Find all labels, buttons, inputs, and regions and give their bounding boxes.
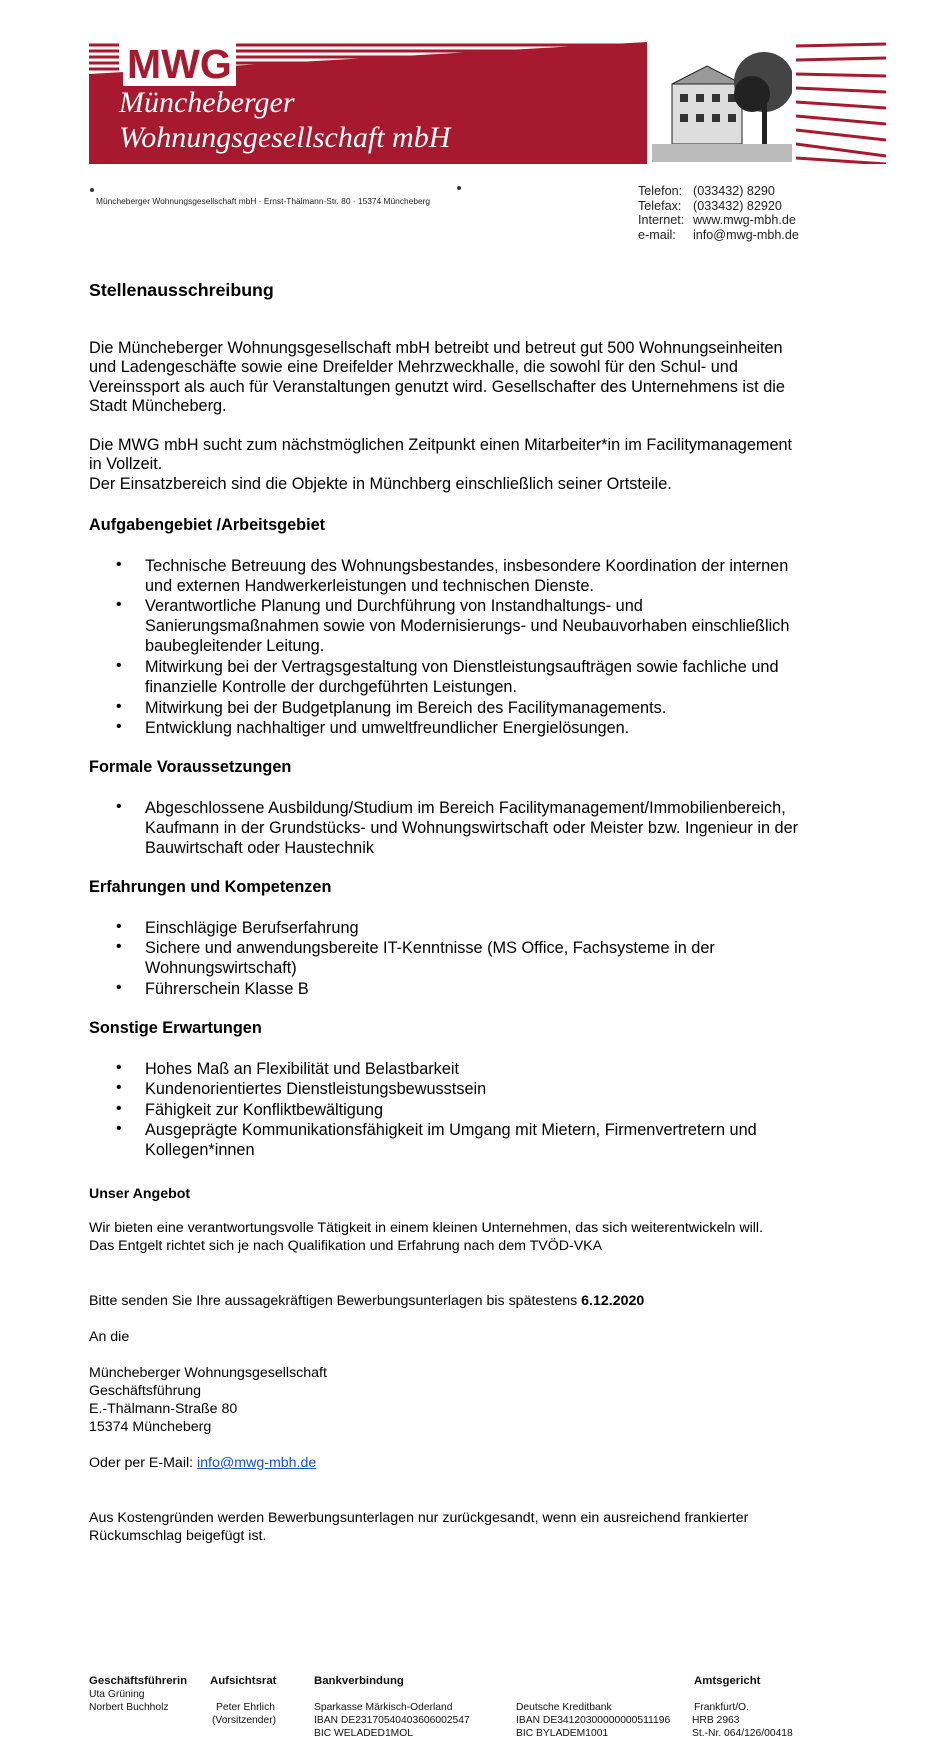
list-item: Mitwirkung bei der Vertragsgestaltung von Dienstleistungsaufträgen sowie fachliche und xyxy=(145,658,779,676)
section-heading-requirements: Formale Voraussetzungen xyxy=(89,758,292,776)
contact-web: Internet: www.mwg-mbh.de xyxy=(638,213,796,228)
section-heading-offer: Unser Angebot xyxy=(89,1186,191,1202)
footer-ceo-name: Uta Grüning xyxy=(89,1689,145,1700)
contact-email: e-mail: info@mwg-mbh.de xyxy=(638,227,799,242)
list-item: Sichere und anwendungsbereite IT-Kenntnisse (MS Office, Fachsysteme in der xyxy=(145,939,715,957)
list-item-cont: Sanierungsmaßnahmen sowie von Modernisierungs- und Neubauvorhaben einschließlich xyxy=(145,617,790,635)
bullet: • xyxy=(116,979,122,996)
footer-tax-number: St.-Nr. 064/126/00418 xyxy=(692,1728,793,1739)
list-item: Verantwortliche Planung und Durchführung von Instandhaltungs- und xyxy=(145,597,643,615)
bullet: • xyxy=(116,918,122,935)
footer-ceo-heading: Geschäftsführerin xyxy=(89,1675,188,1687)
fold-mark xyxy=(457,186,461,190)
bullet: • xyxy=(116,1100,122,1117)
address-line: Müncheberger Wohnungsgesellschaft xyxy=(89,1365,327,1381)
logo-right-stripes xyxy=(796,42,886,164)
bullet: • xyxy=(116,1079,122,1096)
offer-line: Das Entgelt richtet sich je nach Qualifikation und Erfahrung nach dem TVÖD-VKA xyxy=(89,1238,603,1254)
search-line: in Vollzeit. xyxy=(89,455,163,473)
list-item: Führerschein Klasse B xyxy=(145,980,309,998)
bullet: • xyxy=(116,798,122,815)
intro-line: Vereinssport als auch für Veranstaltungen genutzt wird. Gesellschafter des Unternehmens ist die xyxy=(89,378,785,396)
list-item-cont: Kollegen*innen xyxy=(145,1141,255,1159)
logo-line-2: Wohnungsgesellschaft mbH xyxy=(119,121,451,154)
sender-address-line: Müncheberger Wohnungsgesellschaft mbH · Ernst-Thälmann-Str. 80 · 15374 Müncheberg xyxy=(96,196,431,206)
footer-bank1-name: Sparkasse Märkisch-Oderland xyxy=(314,1702,453,1713)
footer-bank1-iban: IBAN DE23170540403606002547 xyxy=(314,1715,470,1726)
page-title: Stellenausschreibung xyxy=(89,280,274,300)
recipient-intro: An die xyxy=(89,1329,130,1345)
footer-bank2-name: Deutsche Kreditbank xyxy=(516,1702,612,1713)
fold-mark xyxy=(90,188,94,192)
list-item: Entwicklung nachhaltiger und umweltfreundlicher Energielösungen. xyxy=(145,719,630,737)
section-heading-tasks: Aufgabengebiet /Arbeitsgebiet xyxy=(89,516,326,534)
footer-bank-heading: Bankverbindung xyxy=(314,1675,404,1687)
list-item: Technische Betreuung des Wohnungsbestandes, insbesondere Koordination der internen xyxy=(145,557,789,575)
footer-court-hrb: HRB 2963 xyxy=(692,1715,740,1726)
bullet: • xyxy=(116,1120,122,1137)
list-item-cont: und externen Handwerkerleistungen und technischen Dienste. xyxy=(145,577,594,595)
list-item: Hohes Maß an Flexibilität und Belastbarkeit xyxy=(145,1060,460,1078)
offer-line: Wir bieten eine verantwortungsvolle Tätigkeit in einem kleinen Unternehmen, das sich weiterentwickeln will. xyxy=(89,1220,763,1236)
return-note-line: Rückumschlag beigefügt ist. xyxy=(89,1528,267,1544)
list-item-cont: Bauwirtschaft oder Haustechnik xyxy=(145,839,374,857)
footer-bank2-iban: IBAN DE34120300000000511196 xyxy=(516,1715,671,1726)
list-item-cont: baubegleitender Leitung. xyxy=(145,637,325,655)
bullet: • xyxy=(116,657,122,674)
section-heading-other: Sonstige Erwartungen xyxy=(89,1019,262,1037)
footer-bank2-bic: BIC BYLADEM1001 xyxy=(516,1728,609,1739)
footer-bank1-bic: BIC WELADED1MOL xyxy=(314,1728,413,1739)
search-line: Der Einsatzbereich sind die Objekte in Münchberg einschließlich seiner Ortsteile. xyxy=(89,475,672,493)
contact-block xyxy=(638,184,799,242)
list-item-cont: Wohnungswirtschaft) xyxy=(145,959,297,977)
list-item: Einschlägige Berufserfahrung xyxy=(145,919,359,937)
bullet: • xyxy=(116,698,122,715)
bullet: • xyxy=(116,1059,122,1076)
footer-ceo-name: Norbert Buchholz xyxy=(89,1702,169,1713)
bullet: • xyxy=(116,718,122,735)
deadline-line: Bitte senden Sie Ihre aussagekräftigen Bewerbungsunterlagen bis spätestens 6.12.2020 xyxy=(89,1293,645,1309)
intro-line: und Ladengeschäfte sowie eine Dreifelder Mehrzweckhalle, die sowohl für den Schul- und xyxy=(89,358,738,376)
footer-court-city: Frankfurt/O. xyxy=(694,1702,749,1713)
footer-court-heading: Amtsgericht xyxy=(694,1675,761,1687)
bullet: • xyxy=(116,938,122,955)
email-link[interactable]: info@mwg-mbh.de xyxy=(197,1455,317,1471)
intro-line: Stadt Müncheberg. xyxy=(89,397,227,415)
list-item: Fähigkeit zur Konfliktbewältigung xyxy=(145,1101,384,1119)
logo-mwg: MWG xyxy=(123,42,236,86)
contact-phone: Telefon: (033432) 8290 xyxy=(638,184,775,198)
contact-fax: Telefax: (033432) 82920 xyxy=(638,198,782,213)
address-line: 15374 Müncheberg xyxy=(89,1419,212,1435)
bullet: • xyxy=(116,556,122,573)
list-item-cont: Kaufmann in der Grundstücks- und Wohnungswirtschaft oder Meister bzw. Ingenieur in der xyxy=(145,819,799,837)
building-photo xyxy=(652,44,792,162)
logo-line-1: Müncheberger xyxy=(119,86,295,119)
bullet: • xyxy=(116,596,122,613)
list-item-cont: finanzielle Kontrolle der durchgeführten Leistungen. xyxy=(145,678,518,696)
footer-board-heading: Aufsichtsrat xyxy=(210,1675,277,1687)
address-line: E.-Thälmann-Straße 80 xyxy=(89,1401,238,1417)
list-item: Mitwirkung bei der Budgetplanung im Bereich des Facilitymanagements. xyxy=(145,699,667,717)
footer-board-name: Peter Ehrlich xyxy=(216,1702,275,1713)
search-line: Die MWG mbH sucht zum nächstmöglichen Zeitpunkt einen Mitarbeiter*in im Facilitymanagement xyxy=(89,436,793,454)
company-logo-banner xyxy=(89,42,647,164)
section-heading-experience: Erfahrungen und Kompetenzen xyxy=(89,878,332,896)
email-line: Oder per E-Mail: info@mwg-mbh.de xyxy=(89,1455,317,1471)
return-note-line: Aus Kostengründen werden Bewerbungsunterlagen nur zurückgesandt, wenn ein ausreichend frankierter xyxy=(89,1510,749,1526)
list-item: Abgeschlossene Ausbildung/Studium im Bereich Facilitymanagement/Immobilienbereich, xyxy=(145,799,786,817)
list-item: Kundenorientiertes Dienstleistungsbewusstsein xyxy=(145,1080,487,1098)
footer-board-role: (Vorsitzender) xyxy=(212,1715,277,1726)
deadline-date: 6.12.2020 xyxy=(581,1293,645,1309)
address-line: Geschäftsführung xyxy=(89,1383,201,1399)
list-item: Ausgeprägte Kommunikationsfähigkeit im Umgang mit Mietern, Firmenvertretern und xyxy=(145,1121,757,1139)
intro-line: Die Müncheberger Wohnungsgesellschaft mbH betreibt und betreut gut 500 Wohnungseinheiten xyxy=(89,339,783,357)
